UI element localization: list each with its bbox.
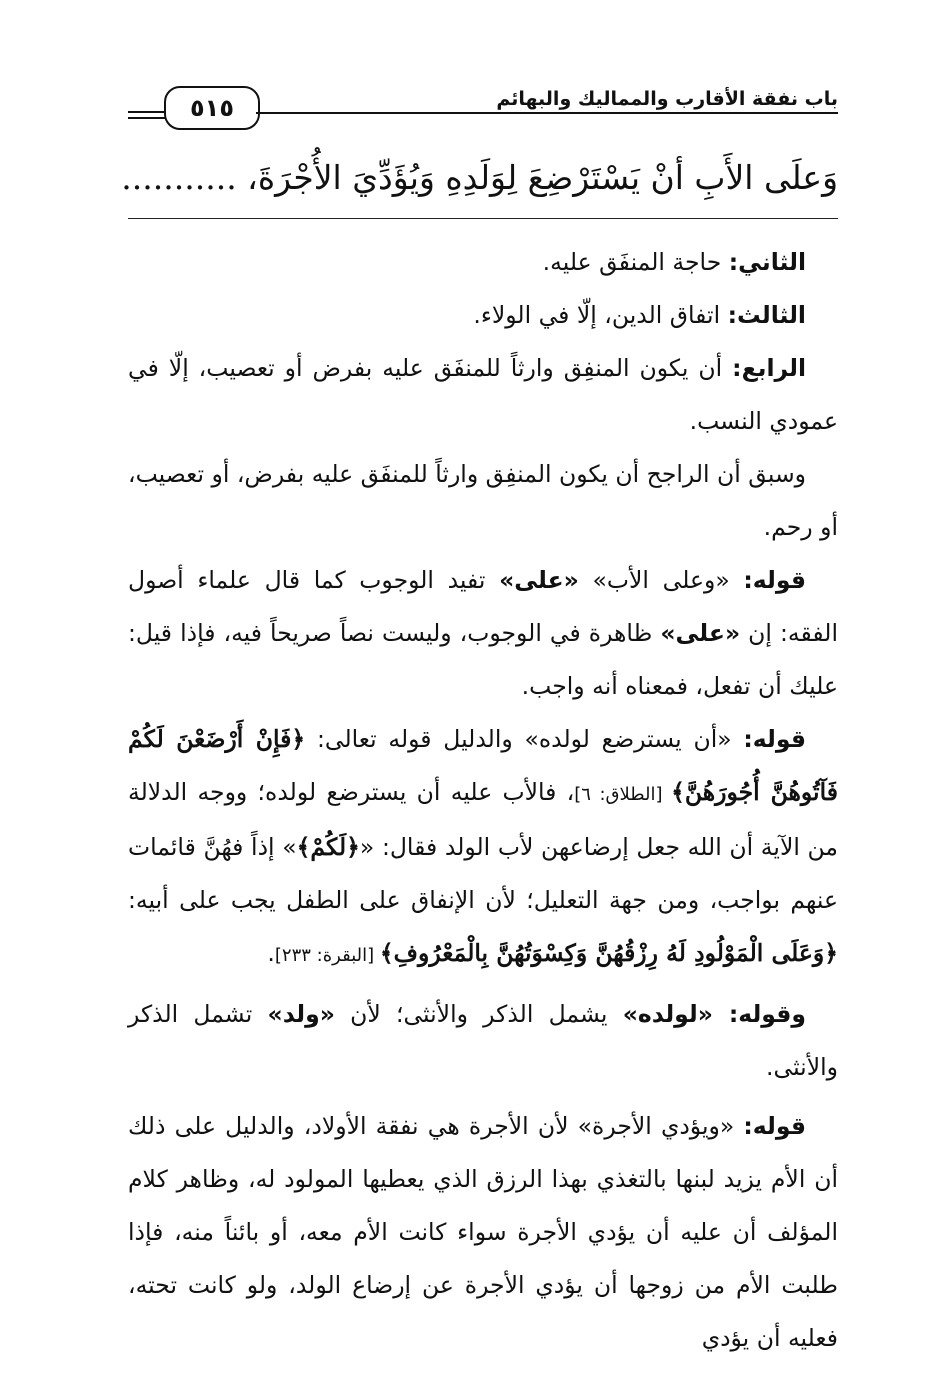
commentary [128,236,838,1365]
paragraph-text: حاجة المنفَق عليه. [542,248,729,276]
header-rule-left-lower [128,117,168,119]
quran-verse: ﴿لَكُمْ﴾ [296,833,360,861]
paragraph-text: «أن يسترضع لولده» والدليل قوله تعالى: [305,725,744,753]
paragraph-fourth-condition [128,342,838,448]
header-rule-right [256,112,838,114]
paragraph-lead: الثاني: [728,248,806,276]
paragraph-preponderant [128,448,838,554]
emphasis-word: «على» [660,619,741,647]
paragraph-second-condition [128,236,838,289]
paragraph-yuaddi-al-ujra [128,1100,838,1365]
quran-verse: ﴿وَعَلَى الْمَوْلُودِ لَهُ رِزْقُهُنَّ وَكِسْوَتُهُنَّ بِالْمَعْرُوفِ﴾ [379,939,838,967]
verse-reference: [البقرة: ٢٣٣] [274,945,380,966]
paragraph-ala-al-ab [128,554,838,713]
paragraph-text: «وعلى الأب» [578,566,744,594]
paragraph-lead: قوله: [743,725,806,753]
paragraph-lead: الثالث: [727,301,806,329]
page-header [128,86,838,136]
paragraph-text: ، فالأب عليه أن يسترضع لولده؛ ووجه الدلالة من الآية أن الله جعل إرضاعهن لأب الولد فقال: « [128,778,838,861]
paragraph-text: يشمل الذكر والأنثى؛ لأن [334,1000,623,1028]
paragraph-text: أن يكون المنفِق وارثاً للمنفَق عليه بفرض أو تعصيب، إلّا في عمودي النسب. [128,354,838,435]
paragraph-text: . [267,939,275,967]
paragraph-lead: قوله: [743,566,806,594]
paragraph-text: تفيد الوجوب كما قال علماء أصول الفقه: إن [128,566,838,647]
paragraph-text: وسبق أن الراجح أن يكون المنفِق وارثاً للمنفَق عليه بفرض، أو تعصيب، أو رحم. [128,460,838,541]
header-rule-left [128,111,168,113]
verse-reference: [الطلاق: ٦] [574,784,672,805]
quran-verse: ﴿فَإِنْ أَرْضَعْنَ لَكُمْ فَآتُوهُنَّ أُجُورَهُنَّ﴾ [128,725,838,806]
paragraph-lead: قوله: [743,1112,806,1140]
paragraph-text: ظاهرة في الوجوب، وليست نصاً صريحاً فيه، فإذا قيل: عليك أن تفعل، فمعناه أنه واجب. [128,619,838,700]
matn-text: وَعلَى الأَبِ أنْ يَسْتَرْضِعَ لِوَلَدِهِ وَيُؤَدِّيَ الأُجْرَةَ، ........... [121,158,838,197]
paragraph-text: اتفاق الدين، إلّا في الولاء. [473,301,728,329]
paragraph-text: » إذاً فهُنَّ قائمات عنهم بواجب، ومن جهة التعليل؛ لأن الإنفاق على الطفل يجب على أبيه: [128,833,838,914]
paragraph-yastardi [128,713,838,982]
chapter-title: باب نفقة الأقارب والمماليك والبهائم [496,88,838,110]
matn-separator [128,218,838,219]
paragraph-text: تشمل الذكر والأنثى. [128,1000,838,1081]
emphasis-word: «ولد» [267,1000,335,1028]
paragraph-lead: الرابع: [732,354,806,382]
page-number: ٥١٥ [164,86,260,130]
paragraph-text: «ويؤدي الأجرة» لأن الأجرة هي نفقة الأولاد، والدليل على ذلك أن الأم يزيد لبنها بالتغذي بهذا الرزق الذي يعطيها المولود له، وظاهر كلام المؤلف أن عليه أن يؤدي الأجرة سواء كانت الأم معه، أو بائناً منه، فإذا طلبت الأم من زوجها أن يؤدي الأجرة عن إرضاع الولد، ولو كانت تحته، فعليه أن يؤدي [128,1112,838,1352]
paragraph-third-condition [128,289,838,342]
paragraph-lead: وقوله: [728,1000,807,1028]
paragraph-li-waladih [128,988,838,1094]
emphasis-word: «لولده» [622,1000,729,1028]
emphasis-word: «على» [499,566,579,594]
